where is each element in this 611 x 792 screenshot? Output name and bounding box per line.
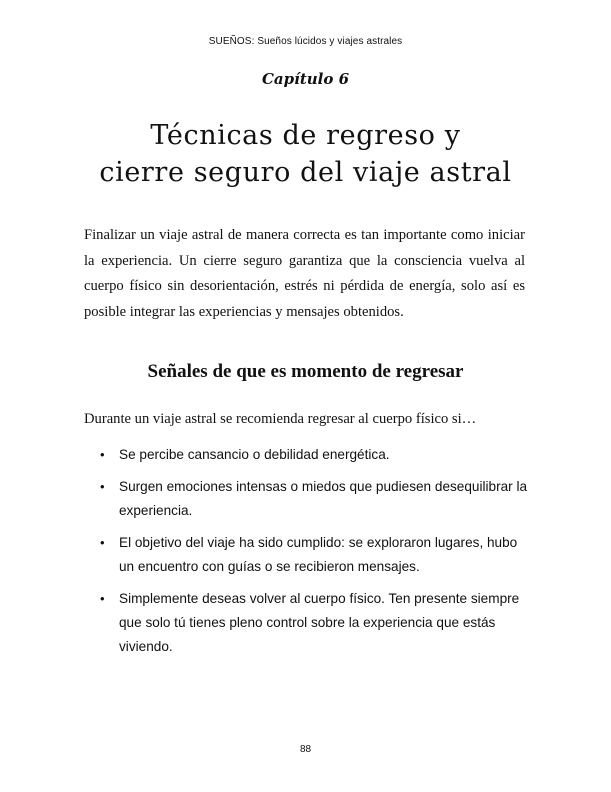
bullet-icon: •	[100, 447, 105, 462]
bullet-icon: •	[100, 535, 105, 550]
chapter-title	[0, 117, 611, 191]
section-title: Señales de que es momento de regresar	[147, 361, 464, 382]
list-item-text: Se percibe cansancio o debilidad energética.	[119, 447, 390, 462]
intro-paragraph: Finalizar un viaje astral de manera correcta es tan importante como iniciar la experiencia. Un cierre seguro garantiza que la consciencia vuelva al cuerpo físico sin desorientación, estrés ni pérdida de energía, solo así es posible integrar las experiencias y mensajes obtenidos.	[84, 227, 525, 320]
list-item	[100, 443, 530, 467]
bullet-list	[100, 443, 530, 667]
running-header: SUEÑOS: Sueños lúcidos y viajes astrales	[208, 36, 403, 47]
chapter-label: Capítulo 6	[261, 70, 350, 88]
bullet-icon: •	[100, 479, 105, 494]
list-item-text: Surgen emociones intensas o miedos que pudiesen desequilibrar la experiencia.	[119, 479, 528, 518]
list-item-text: Simplemente deseas volver al cuerpo físico. Ten presente siempre que solo tú tienes pleno control sobre la experiencia que estás viviendo.	[119, 591, 520, 654]
bullet-icon: •	[100, 591, 105, 606]
chapter-title-line-1: Técnicas de regreso y	[150, 120, 461, 151]
section-lead: Durante un viaje astral se recomienda regresar al cuerpo físico si…	[84, 411, 477, 427]
page-number: 88	[299, 744, 312, 755]
list-item	[100, 475, 530, 523]
chapter-title-line-2: cierre seguro del viaje astral	[99, 157, 512, 188]
list-item-text: El objetivo del viaje ha sido cumplido: se exploraron lugares, hubo un encuentro con guías o se recibieron mensajes.	[119, 535, 518, 574]
list-item	[100, 587, 530, 659]
list-item	[100, 531, 530, 579]
